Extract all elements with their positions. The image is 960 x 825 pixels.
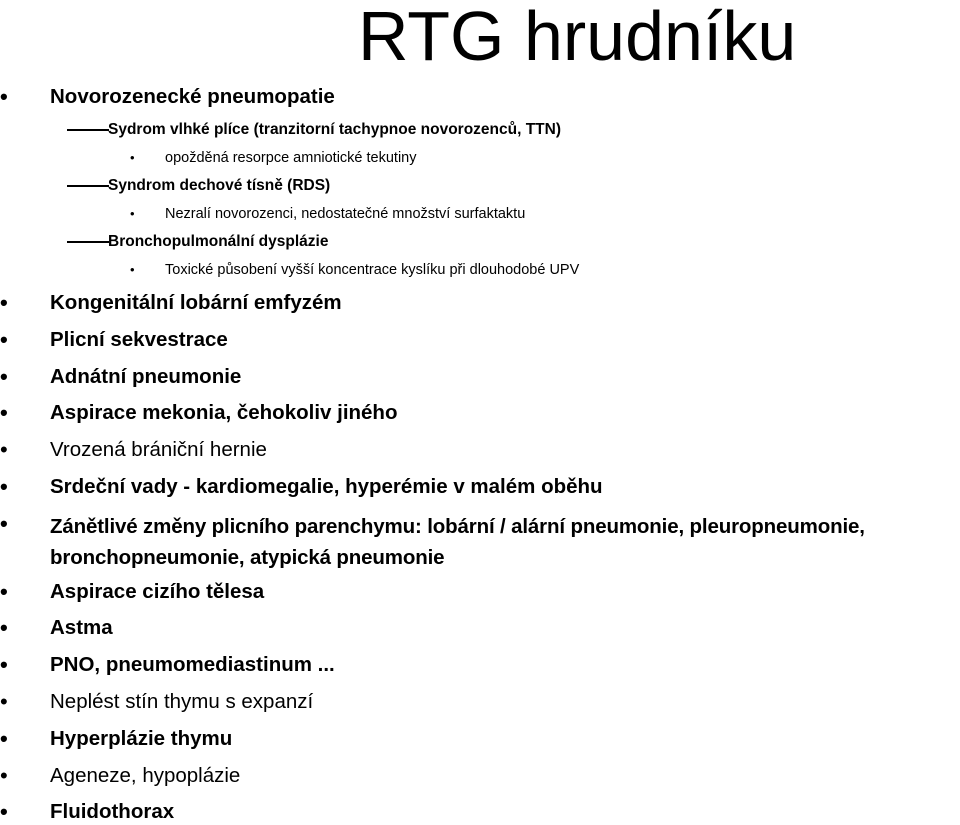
- list-item: [0, 511, 960, 571]
- sub-sub-list-item-text: Nezralí novorozenci, nedostatečné množství surfaktaktu: [165, 206, 526, 222]
- sub-list-item-text: Sydrom vlhké plíce (tranzitorní tachypnoe novorozenců, TTN): [108, 121, 562, 138]
- slide-title: RTG hrudníku: [358, 0, 797, 75]
- bullet-icon: •: [0, 84, 8, 109]
- dash-icon: [67, 241, 109, 243]
- bullet-icon: •: [0, 726, 8, 751]
- dash-icon: [67, 185, 109, 187]
- bullet-icon: •: [0, 579, 8, 604]
- bullet-icon: •: [0, 474, 8, 499]
- bullet-icon: •: [0, 400, 8, 425]
- list-item-text: Astma: [50, 616, 113, 639]
- bullet-icon: •: [0, 511, 8, 536]
- sub-list-item-text: Bronchopulmonální dysplázie: [108, 233, 329, 250]
- list-item-text: Vrozená brániční hernie: [50, 438, 267, 461]
- bullet-icon: •: [0, 652, 8, 677]
- bullet-icon: •: [0, 290, 8, 315]
- list-item-text: Adnátní pneumonie: [50, 365, 242, 388]
- list-item-text: Fluidothorax: [50, 800, 175, 823]
- bullet-icon: •: [130, 150, 135, 165]
- list-item-text: Zánětlivé změny plicního parenchymu: lobární / alární pneumonie, pleuropneumonie, bronchopneumonie, atypická pneumonie: [50, 515, 865, 569]
- sub-list-item-text: Syndrom dechové tísně (RDS): [108, 177, 331, 194]
- list-item-text: Aspirace cizího tělesa: [50, 580, 265, 603]
- list-item-text: Neplést stín thymu s expanzí: [50, 690, 314, 713]
- bullet-icon: •: [0, 689, 8, 714]
- list-item-text: Novorozenecké pneumopatie: [50, 85, 335, 108]
- sub-sub-list-item-text: Toxické působení vyšší koncentrace kyslíku při dlouhodobé UPV: [165, 262, 580, 278]
- bullet-icon: •: [0, 327, 8, 352]
- list-item-text: PNO, pneumomediastinum ...: [50, 653, 335, 676]
- sub-sub-list-item-text: opožděná resorpce amniotické tekutiny: [165, 150, 417, 166]
- bullet-icon: •: [0, 799, 8, 824]
- list-item-text: Kongenitální lobární emfyzém: [50, 291, 342, 314]
- list-item-text: Aspirace mekonia, čehokoliv jiného: [50, 401, 398, 424]
- dash-icon: [67, 129, 109, 131]
- bullet-icon: •: [130, 206, 135, 221]
- bullet-icon: •: [0, 615, 8, 640]
- bullet-icon: •: [0, 763, 8, 788]
- list-item-text: Srdeční vady - kardiomegalie, hyperémie v malém oběhu: [50, 475, 603, 498]
- list-item-text: Plicní sekvestrace: [50, 328, 228, 351]
- bullet-icon: •: [0, 437, 8, 462]
- bullet-icon: •: [0, 364, 8, 389]
- list-item-text: Ageneze, hypoplázie: [50, 764, 241, 787]
- bullet-icon: •: [130, 262, 135, 277]
- list-item-text: Hyperplázie thymu: [50, 727, 233, 750]
